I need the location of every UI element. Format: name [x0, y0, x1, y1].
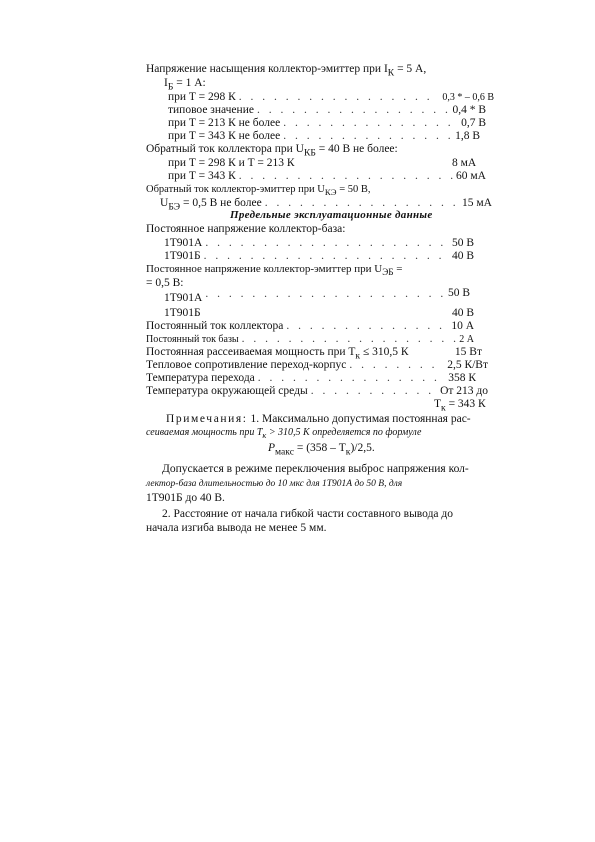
ta-row	[146, 384, 488, 398]
reverse-collector-value-298	[452, 156, 476, 170]
row-value: 15 Вт	[454, 346, 482, 358]
leader-dots	[239, 169, 453, 183]
leader-dots	[283, 116, 458, 130]
ta-value2-tail: = 343 К	[445, 398, 486, 410]
ce-row-1t901a	[164, 287, 474, 301]
ce-title-tail: =	[393, 263, 403, 275]
reverse-collector-row-343	[168, 169, 486, 183]
leader-dots	[258, 371, 445, 385]
row-label: Температура перехода	[146, 372, 255, 384]
saturation-title-sub: К	[387, 67, 395, 79]
row-label: при T = 343 К	[168, 170, 236, 182]
row-label: при T = 213 К не более	[168, 117, 281, 129]
reverse-ce-tail: = 50 В,	[336, 184, 371, 195]
reverse-collector-row-298	[168, 156, 295, 170]
p-label-tail: ≤ 310,5 К	[360, 346, 409, 358]
row-value: 15 мА	[462, 197, 492, 209]
reverse-ce-sub: КЭ	[324, 187, 337, 198]
saturation-title-text: Напряжение насыщения коллектор-эмиттер при I	[146, 63, 388, 75]
row-label-tail: = 0,5 В не более	[180, 197, 262, 209]
ce-value-1t901a: 50 В	[448, 287, 471, 299]
leader-dots	[286, 319, 448, 333]
p-label-text: Постоянная рассеиваемая мощность при T	[146, 346, 356, 358]
reverse-collector-sub: КБ	[303, 147, 316, 159]
row-value: 8 мА	[452, 157, 477, 169]
formula-tail: = (358 – T	[293, 442, 346, 454]
row-value: 40 В	[451, 250, 474, 262]
tj-row	[146, 371, 476, 385]
rth-row	[146, 358, 488, 372]
note-1-text: 1. Максимально допустимая постоянная рас-	[250, 413, 471, 425]
ic-row	[146, 319, 474, 333]
note-1b-tail: > 310,5 К определяется по формуле	[266, 427, 422, 438]
row-value: 0,3 * – 0,6 В	[442, 92, 494, 103]
row-value: 10 А	[451, 320, 474, 332]
formula-end: )/2,5.	[350, 442, 375, 454]
row-value: 50 В	[451, 237, 474, 249]
row-label: Температура окружающей среды	[146, 385, 308, 397]
saturation-row-343	[168, 129, 480, 143]
row-value: 2,5 К/Вт	[447, 359, 488, 371]
row-label: Постоянный ток базы	[146, 334, 239, 345]
row-label: 1Т901Б	[164, 250, 201, 262]
row-label: 1Т901Б	[164, 307, 201, 319]
leader-dots	[349, 358, 444, 372]
row-label: при T = 298 К	[168, 91, 236, 103]
row-label: Постоянный ток коллектора	[146, 320, 284, 332]
saturation-row-213	[168, 116, 486, 130]
note-2-b: начала изгиба вывода не менее 5 мм.	[146, 522, 327, 534]
ce-title	[146, 262, 402, 279]
row-value: 0,7 В	[461, 117, 486, 129]
formula-sub2: к	[345, 446, 351, 458]
leader-dots	[283, 129, 452, 143]
saturation-ib-tail: = 1 А:	[173, 77, 206, 89]
row-label: Тепловое сопротивление переход-корпус	[146, 359, 347, 371]
leader-dots	[205, 287, 449, 301]
ce-title-text: Постоянное напряжение коллектор-эмиттер при U	[146, 263, 383, 275]
row-value: 40 В	[451, 307, 474, 319]
row-value: 358 К	[448, 372, 476, 384]
saturation-title-tail: = 5 А,	[394, 63, 427, 75]
note-2-a: 2. Расстояние от начала гибкой части составного вывода до	[162, 508, 454, 520]
saturation-ib-text: I	[164, 77, 168, 89]
saturation-ib-sub: Б	[167, 81, 174, 93]
leader-dots	[311, 384, 437, 398]
row-value: 1,8 В	[455, 130, 480, 142]
saturation-row-typical	[168, 103, 486, 117]
note-para-2-b: лектор-база длительностью до 10 мкс для 1Т901А до 50 В, для	[146, 479, 403, 489]
leader-dots	[204, 249, 449, 263]
row-value: 60 мА	[456, 170, 486, 182]
formula-p: P	[268, 442, 276, 454]
row-value: 0,4 * В	[452, 104, 486, 116]
reverse-ce-text: Обратный ток коллектор-эмиттер при U	[146, 184, 325, 195]
leader-dots	[205, 236, 449, 250]
note-1b-pre: сеиваемая мощность при T	[146, 427, 263, 438]
leader-dots	[257, 103, 450, 117]
note-para-2-c: 1Т901Б до 40 В.	[146, 492, 225, 504]
notes-heading: Примечания:	[166, 413, 248, 425]
ta-value2-sub: к	[441, 402, 446, 414]
limits-heading: Предельные эксплуатационные данные	[230, 209, 433, 221]
ce-label-1t901a: 1Т901А	[164, 292, 203, 304]
row-value: 2 А	[459, 334, 474, 345]
reverse-collector-text: Обратный ток коллектора при U	[146, 143, 304, 155]
reverse-collector-tail: = 40 В не более:	[315, 143, 398, 155]
row-label: при T = 298 К и T = 213 К	[168, 157, 295, 169]
row-label-sub: БЭ	[168, 201, 181, 213]
cb-title: Постоянное напряжение коллектор-база:	[146, 223, 346, 235]
note-para-2-a: Допускается в режиме переключения выброс напряжения кол-	[162, 463, 469, 475]
note-1b-sub: к	[262, 431, 267, 440]
cb-row-1t901b	[164, 249, 474, 263]
row-label: при T = 343 К не более	[168, 130, 281, 142]
leader-dots	[265, 196, 459, 210]
ce-title-2: = 0,5 В:	[146, 277, 184, 289]
p-label-sub: к	[355, 350, 361, 362]
ce-title-sub: ЭБ	[382, 267, 394, 278]
row-value: От 213 до	[440, 385, 488, 397]
row-label-pre: U	[160, 197, 169, 209]
note-1-line-a	[166, 412, 471, 426]
leader-dots	[242, 332, 457, 346]
ce-row-1t901b	[164, 306, 474, 320]
row-label: 1Т901А	[164, 237, 203, 249]
formula-sub: макс	[275, 446, 294, 458]
formula	[268, 441, 375, 459]
cb-row-1t901a	[164, 236, 474, 250]
ta-value2-pre: T	[434, 398, 442, 410]
row-label: типовое значение	[168, 104, 254, 116]
leader-dots	[239, 90, 440, 104]
